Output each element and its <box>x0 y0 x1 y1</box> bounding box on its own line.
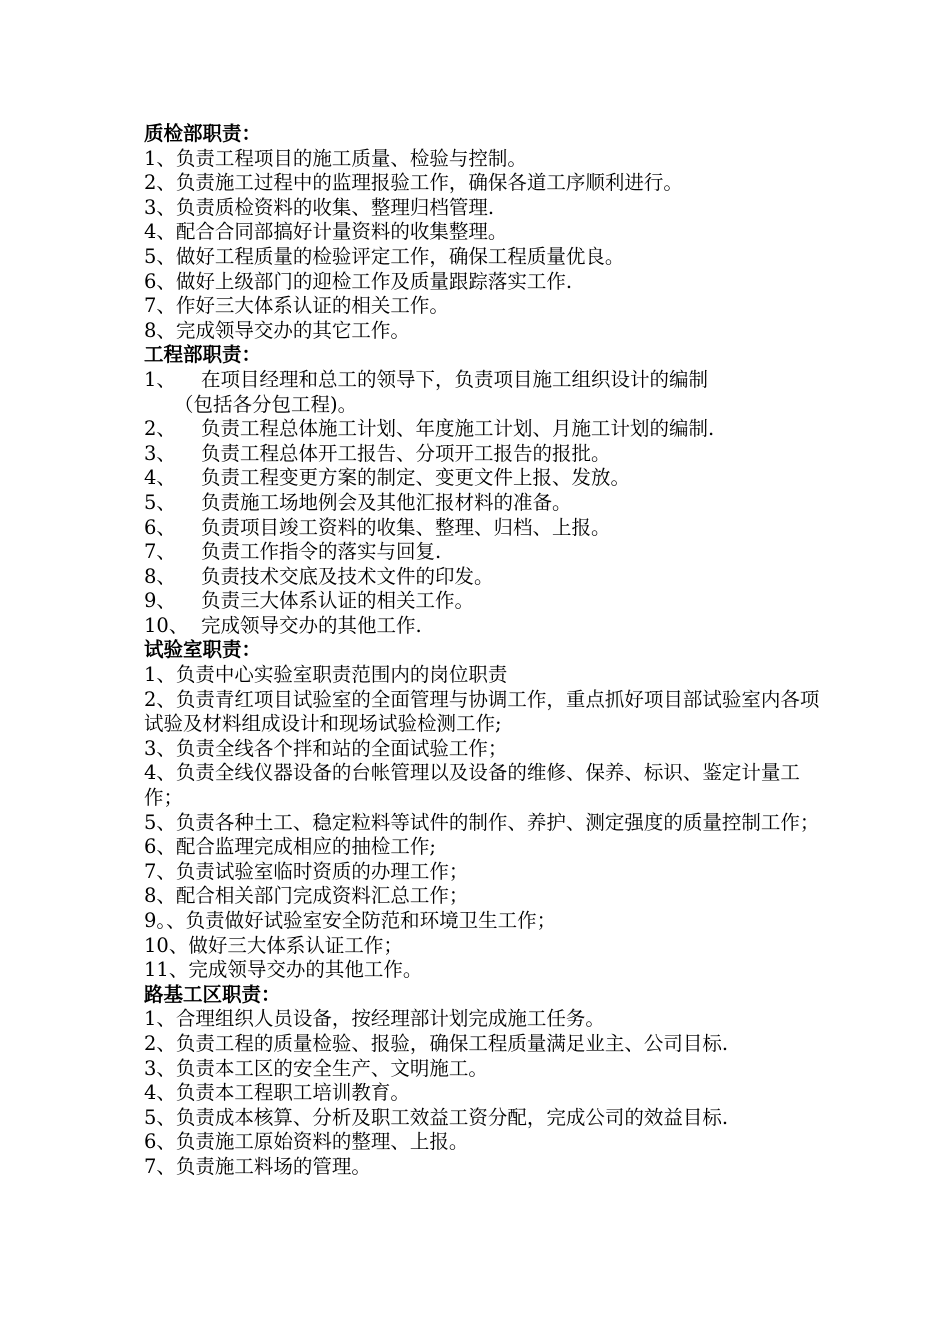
list-item: 8、配合相关部门完成资料汇总工作； <box>144 884 469 908</box>
document-body <box>144 122 824 1180</box>
list-item: 6、配合监理完成相应的抽检工作; <box>144 835 436 859</box>
list-item: 7、作好三大体系认证的相关工作。 <box>144 294 449 318</box>
section <box>144 638 824 982</box>
list-item: 1、负责中心实验室职责范围内的岗位职责 <box>144 663 508 687</box>
item-number: 6、 <box>144 515 176 539</box>
section-heading: 路基工区职责： <box>144 982 281 1006</box>
list-item <box>144 368 824 393</box>
list-item: 7、负责试验室临时资质的办理工作； <box>144 859 469 883</box>
section-heading: 试验室职责： <box>144 638 262 662</box>
list-item <box>144 466 824 491</box>
item-text: 负责工程总体施工计划、年度施工计划、月施工计划的编制. <box>201 417 715 441</box>
item-text: 负责工程变更方案的制定、变更文件上报、发放。 <box>201 466 631 490</box>
section <box>144 983 824 1180</box>
list-item: 10、做好三大体系认证工作； <box>144 933 403 957</box>
list-item <box>144 565 824 590</box>
list-item: 7、负责施工料场的管理。 <box>144 1154 371 1178</box>
section <box>144 343 824 638</box>
list-item: 3、负责本工区的安全生产、文明施工。 <box>144 1056 488 1080</box>
item-number: 9、 <box>144 589 176 613</box>
section <box>144 122 824 343</box>
section-heading: 工程部职责： <box>144 343 262 367</box>
item-number: 10、 <box>144 613 189 637</box>
item-text: 负责项目竣工资料的收集、整理、归档、上报。 <box>201 515 611 539</box>
item-number: 3、 <box>144 441 176 465</box>
list-item: 8、完成领导交办的其它工作。 <box>144 318 410 342</box>
list-item <box>144 540 824 565</box>
item-continuation: （包括各分包工程)。 <box>174 392 358 416</box>
list-item: 11、完成领导交办的其他工作。 <box>144 958 423 982</box>
list-item: 1、合理组织人员设备，按经理部计划完成施工任务。 <box>144 1007 605 1031</box>
list-item <box>144 442 824 467</box>
item-number: 7、 <box>144 540 176 564</box>
list-item: 4、负责全线仪器设备的台帐管理以及设备的维修、保养、标识、鉴定计量工作； <box>144 761 800 810</box>
list-item <box>144 516 824 541</box>
section-heading: 质检部职责： <box>144 122 262 145</box>
list-item: 2、负责工程的质量检验、报验，确保工程质量满足业主、公司目标. <box>144 1031 729 1055</box>
list-item: 4、配合合同部搞好计量资料的收集整理。 <box>144 220 508 244</box>
item-text: 在项目经理和总工的领导下，负责项目施工组织设计的编制 <box>201 367 709 391</box>
item-text: 完成领导交办的其他工作. <box>201 613 422 637</box>
list-item: 6、做好上级部门的迎检工作及质量跟踪落实工作. <box>144 269 573 293</box>
item-text: 负责工作指令的落实与回复. <box>201 540 442 564</box>
list-item <box>144 614 824 639</box>
list-item: 2、负责青红项目试验室的全面管理与协调工作，重点抓好项目部试验室内各项试验及材料组成设计和现场试验检测工作; <box>144 687 820 736</box>
list-item: 5、做好工程质量的检验评定工作，确保工程质量优良。 <box>144 244 625 268</box>
item-text: 负责三大体系认证的相关工作。 <box>201 589 475 613</box>
list-item: 4、负责本工程职工培训教育。 <box>144 1081 410 1105</box>
document-page <box>144 122 824 1180</box>
list-item: 3、负责质检资料的收集、整理归档管理. <box>144 195 495 219</box>
item-text: 负责施工场地例会及其他汇报材料的准备。 <box>201 490 572 514</box>
item-number: 8、 <box>144 564 176 588</box>
list-item <box>144 491 824 516</box>
list-item <box>144 417 824 442</box>
item-text: 负责技术交底及技术文件的印发。 <box>201 564 494 588</box>
item-number: 4、 <box>144 466 176 490</box>
list-item: 1、负责工程项目的施工质量、检验与控制。 <box>144 146 527 170</box>
item-number: 5、 <box>144 490 176 514</box>
list-item: 5、负责各种土工、稳定粒料等试件的制作、养护、测定强度的质量控制工作； <box>144 810 820 834</box>
list-item <box>144 589 824 614</box>
list-item: 9。、负责做好试验室安全防范和环境卫生工作； <box>144 909 557 932</box>
list-item: 3、负责全线各个拌和站的全面试验工作； <box>144 736 508 760</box>
list-item: 5、负责成本核算、分析及职工效益工资分配，完成公司的效益目标. <box>144 1105 729 1129</box>
item-text: 负责工程总体开工报告、分项开工报告的报批。 <box>201 441 611 465</box>
item-number: 2、 <box>144 417 176 441</box>
list-item: 6、负责施工原始资料的整理、上报。 <box>144 1130 469 1154</box>
list-item: 2、负责施工过程中的监理报验工作，确保各道工序顺利进行。 <box>144 171 683 195</box>
item-number: 1、 <box>144 367 176 391</box>
